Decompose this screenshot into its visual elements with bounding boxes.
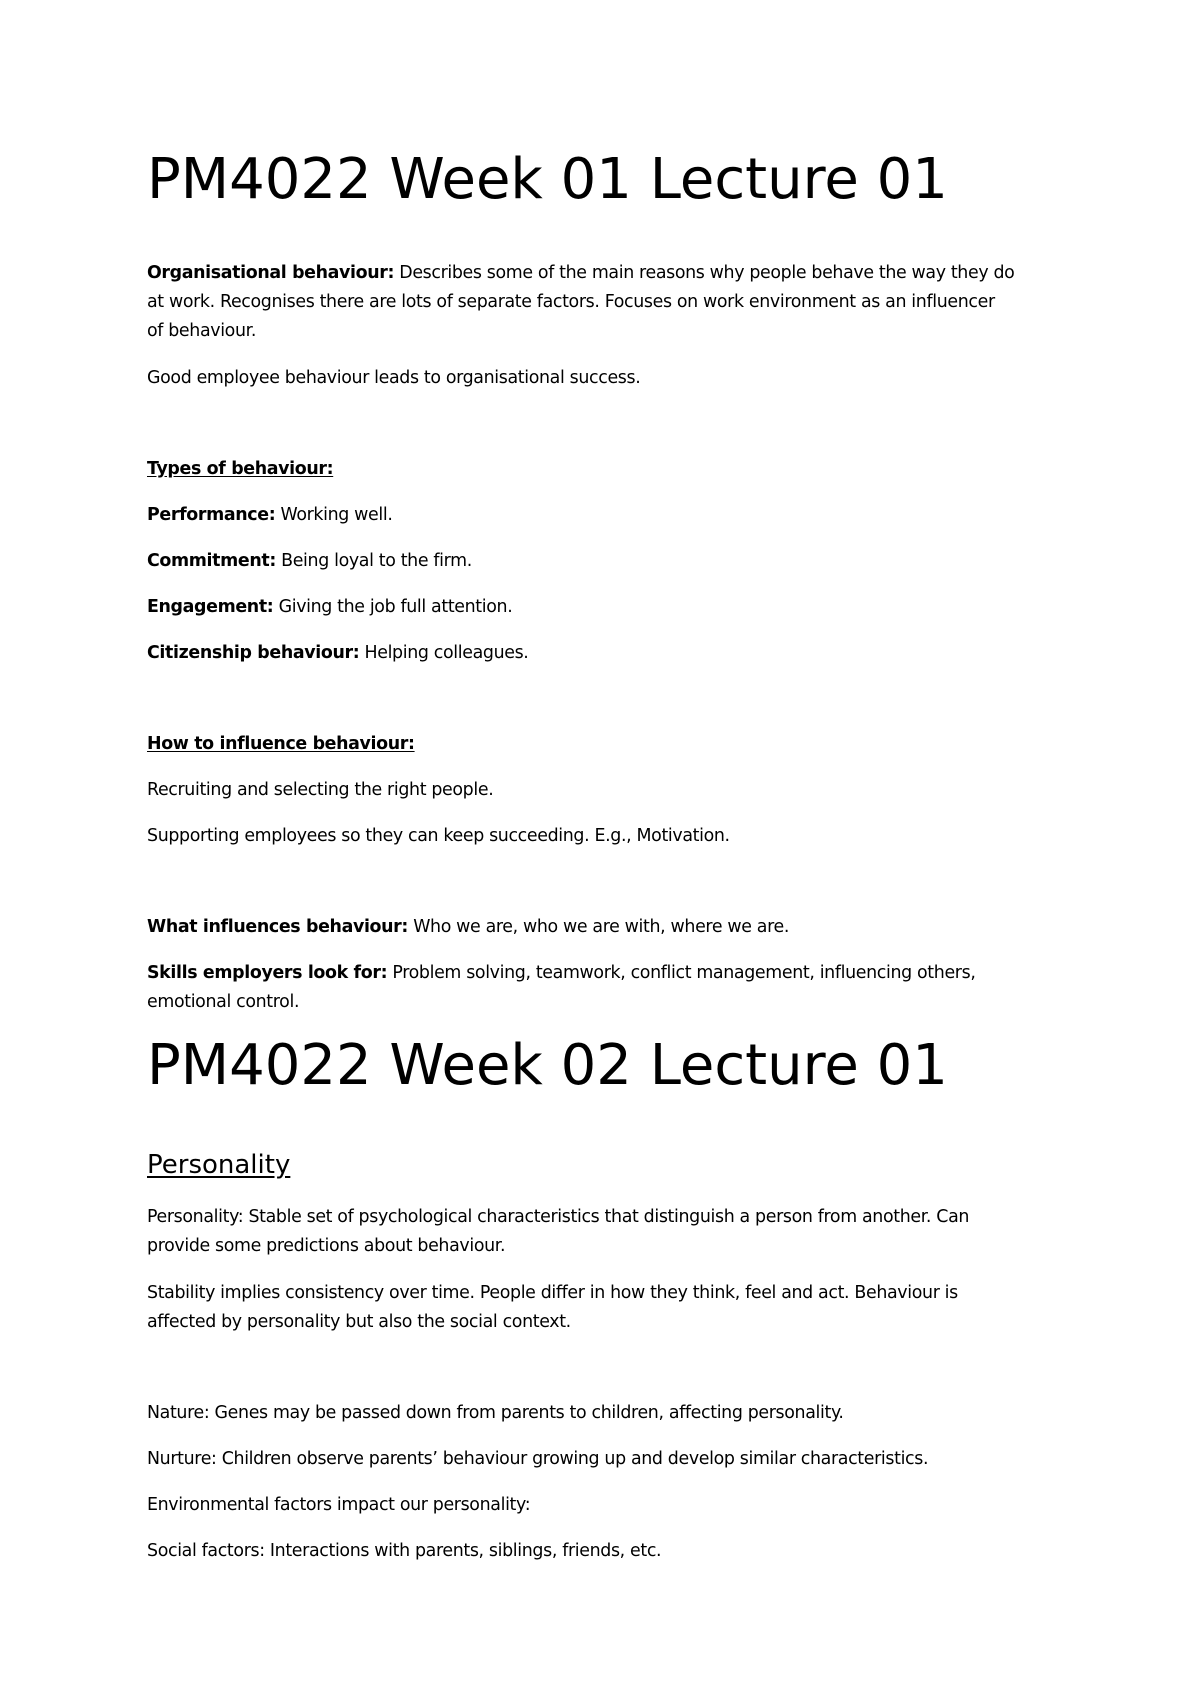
influence-item: Recruiting and selecting the right people.	[147, 780, 494, 800]
types-heading: Types of behaviour:	[147, 459, 334, 479]
personality-def-line1: Personality: Stable set of psychological characteristics that distinguish a person from another. Can	[147, 1207, 970, 1227]
week1-title: PM4022 Week 01 Lecture 01	[147, 147, 948, 212]
skills-text: Problem solving, teamwork, conflict management, influencing others,	[387, 963, 976, 983]
influence-heading: How to influence behaviour:	[147, 734, 415, 754]
type-label: Performance:	[147, 505, 276, 525]
type-item	[147, 596, 512, 618]
type-text: Giving the job full attention.	[273, 597, 513, 617]
type-item	[147, 504, 393, 526]
type-label: Commitment:	[147, 551, 276, 571]
skills-line1	[147, 962, 976, 984]
org-behaviour-line3: of behaviour.	[147, 321, 257, 341]
influence-item: Supporting employees so they can keep succeeding. E.g., Motivation.	[147, 826, 730, 846]
week2-title: PM4022 Week 02 Lecture 01	[147, 1033, 948, 1098]
org-behaviour-label: Organisational behaviour:	[147, 263, 395, 283]
what-influences-text: Who we are, who we are with, where we are.	[408, 917, 790, 937]
type-text: Being loyal to the firm.	[275, 551, 472, 571]
stability-line1: Stability implies consistency over time. People differ in how they think, feel and act. Behaviour is	[147, 1283, 958, 1303]
type-text: Helping colleagues.	[359, 643, 529, 663]
social-factors-text: Social factors: Interactions with parents, siblings, friends, etc.	[147, 1541, 662, 1561]
nurture-text: Nurture: Children observe parents’ behaviour growing up and develop similar characteristics.	[147, 1449, 929, 1469]
skills-line2: emotional control.	[147, 992, 300, 1012]
nature-text: Nature: Genes may be passed down from parents to children, affecting personality.	[147, 1403, 844, 1423]
what-influences-label: What influences behaviour:	[147, 917, 409, 937]
stability-line2: affected by personality but also the social context.	[147, 1312, 571, 1332]
type-label: Engagement:	[147, 597, 274, 617]
environmental-text: Environmental factors impact our personality:	[147, 1495, 531, 1515]
org-behaviour-text: Describes some of the main reasons why people behave the way they do	[394, 263, 1015, 283]
org-behaviour-line2: at work. Recognises there are lots of separate factors. Focuses on work environment as an influencer	[147, 292, 995, 312]
good-behaviour-text: Good employee behaviour leads to organisational success.	[147, 368, 641, 388]
skills-label: Skills employers look for:	[147, 963, 388, 983]
org-behaviour-line1	[147, 262, 1014, 284]
type-text: Working well.	[275, 505, 393, 525]
type-label: Citizenship behaviour:	[147, 643, 360, 663]
type-item	[147, 550, 472, 572]
personality-heading: Personality	[147, 1150, 291, 1180]
personality-def-line2: provide some predictions about behaviour.	[147, 1236, 506, 1256]
what-influences-line	[147, 916, 789, 938]
type-item	[147, 642, 528, 664]
